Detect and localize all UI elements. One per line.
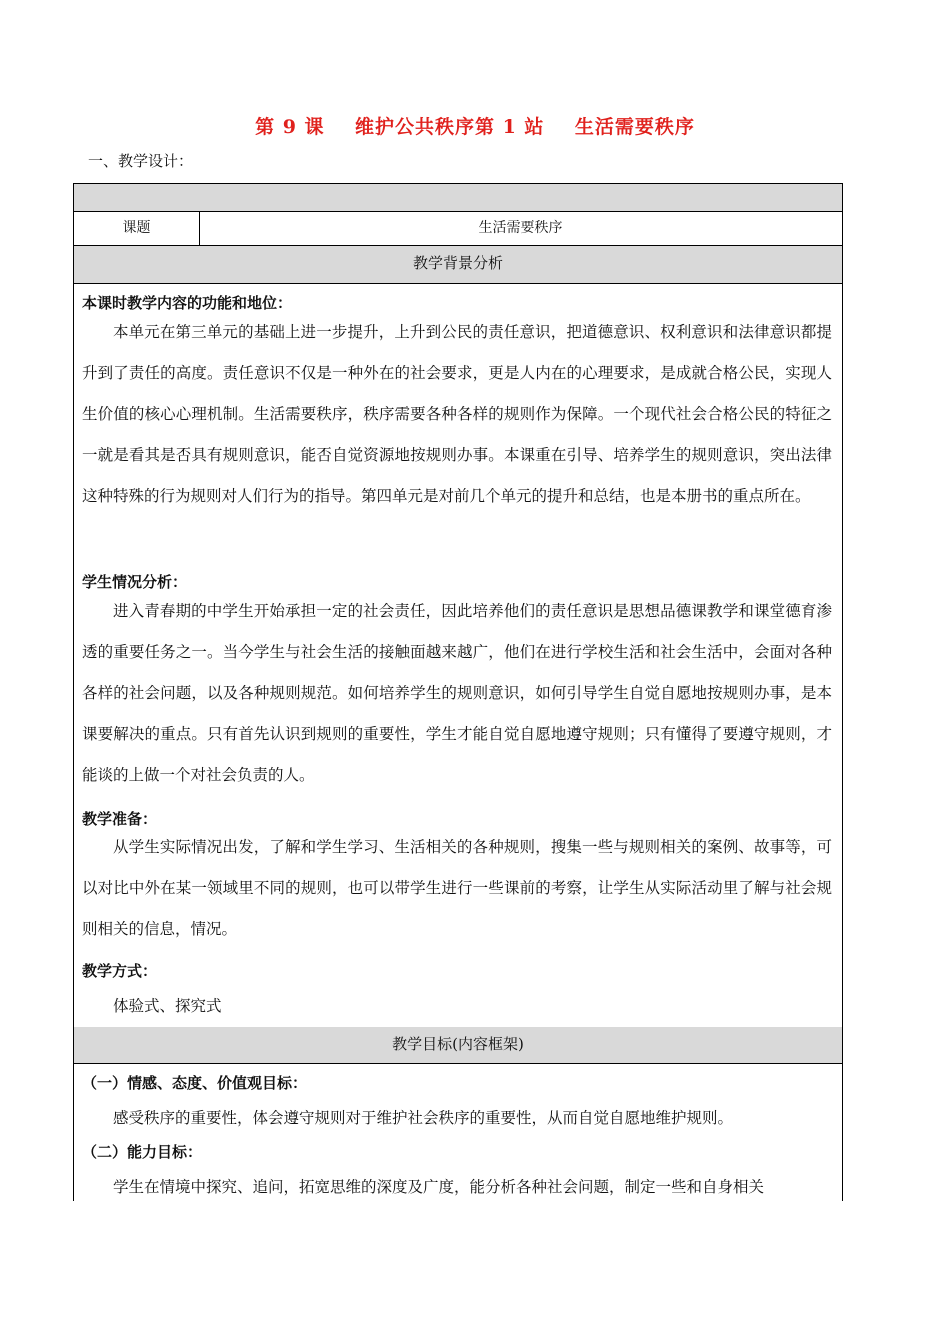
prep-text: 从学生实际情况出发，了解和学生学习、生活相关的各种规则，搜集一些与规则相关的案例、故事等，可以对比中外在某一领域里不同的规则，也可以带学生进行一些课前的考察，让学生从实际活动里了解与社会规则相关的信息，情况。 xyxy=(82,838,832,938)
goal-band: 教学目标(内容框架) xyxy=(74,1027,842,1064)
topic-row xyxy=(74,212,842,246)
table-header-row xyxy=(74,184,842,212)
lesson-plan-table xyxy=(73,183,843,1201)
function-heading: 本课时教学内容的功能和地位： xyxy=(82,294,293,312)
background-content xyxy=(74,284,842,1027)
topic-label: 课题 xyxy=(74,212,200,245)
background-band: 教学背景分析 xyxy=(74,246,842,284)
student-heading: 学生情况分析： xyxy=(82,573,188,591)
section-heading: 一、教学设计： xyxy=(88,152,194,170)
page-title: 第 9 课 维护公共秩序第 1 站 生活需要秩序 xyxy=(255,116,695,138)
topic-value: 生活需要秩序 xyxy=(478,220,563,236)
method-text: 体验式、探究式 xyxy=(113,997,222,1015)
prep-heading: 教学准备： xyxy=(82,810,158,828)
goal2-heading: （二）能力目标： xyxy=(82,1143,203,1161)
goal1-text: 感受秩序的重要性，体会遵守规则对于维护社会秩序的重要性，从而自觉自愿地维护规则。 xyxy=(113,1109,734,1127)
function-text: 本单元在第三单元的基础上进一步提升，上升到公民的责任意识，把道德意识、权利意识和法律意识都提升到了责任的高度。责任意识不仅是一种外在的社会要求，更是人内在的心理要求，是成就合格公民，实现人生价值的核心心理机制。生活需要秩序，秩序需要各种各样的规则作为保障。一个现代社会合格公民的特征之一就是看其是否具有规则意识，能否自觉资源地按规则办事。本课重在引导、培养学生的规则意识，突出法律这种特殊的行为规则对人们行为的指导。第四单元是对前几个单元的提升和总结，也是本册书的重点所在。 xyxy=(82,323,832,505)
student-text: 进入青春期的中学生开始承担一定的社会责任，因此培养他们的责任意识是思想品德课教学和课堂德育渗透的重要任务之一。当今学生与社会生活的接触面越来越广，他们在进行学校生活和社会生活中，会面对各种各样的社会问题，以及各种规则规范。如何培养学生的规则意识，如何引导学生自觉自愿地按规则办事，是本课要解决的重点。只有首先认识到规则的重要性，学生才能自觉自愿地遵守规则；只有懂得了要遵守规则，才能谈的上做一个对社会负责的人。 xyxy=(82,602,832,784)
method-heading: 教学方式： xyxy=(82,962,158,980)
goal2-text: 学生在情境中探究、追问，拓宽思维的深度及广度，能分析各种社会问题，制定一些和自身相关 xyxy=(113,1178,765,1196)
goal-content xyxy=(74,1064,842,1202)
goal1-heading: （一）情感、态度、价值观目标： xyxy=(82,1074,308,1092)
